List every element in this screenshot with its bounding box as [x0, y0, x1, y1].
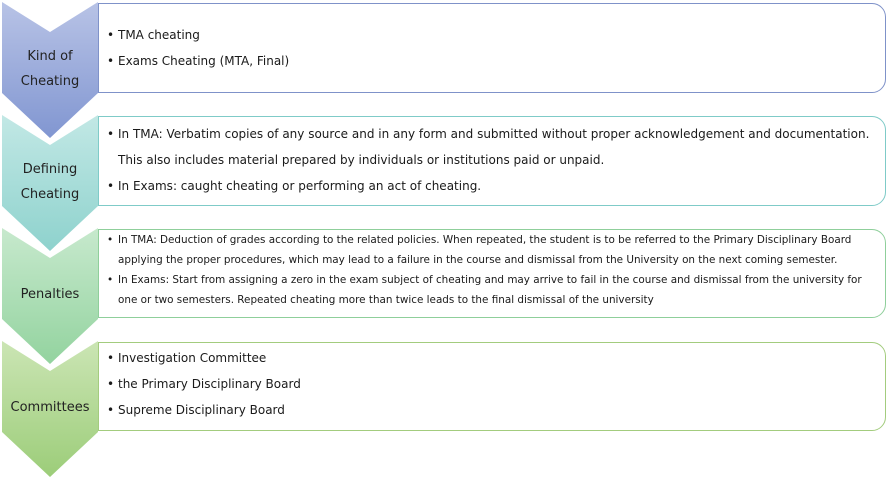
- list-item: [107, 121, 873, 173]
- list-item: [107, 48, 873, 74]
- list-item: [107, 345, 873, 371]
- label-kind-of-cheating: [0, 44, 100, 94]
- box-penalties: [98, 229, 886, 318]
- bullet-list: [107, 345, 873, 423]
- bullet-icon: •: [107, 234, 114, 246]
- label-line: Cheating: [20, 74, 80, 89]
- item-text: In TMA: Deduction of grades according to the related policies. When repeated, the student is to be referred to the Primary Disciplinary Board applying the proper procedures, which may lead to a failure in the course and dismissal from the University on the next coming semester.: [118, 234, 852, 266]
- bullet-icon: •: [107, 351, 115, 365]
- item-text: In Exams: caught cheating or performing an act of cheating.: [118, 179, 482, 193]
- list-item: [107, 230, 873, 270]
- bullet-list: [107, 230, 873, 310]
- box-defining-cheating: [98, 116, 886, 206]
- item-text: the Primary Disciplinary Board: [118, 377, 301, 391]
- bullet-list: [107, 22, 873, 74]
- list-item: [107, 371, 873, 397]
- box-committees: [98, 342, 886, 431]
- label-penalties: [0, 282, 100, 307]
- label-line: Committees: [10, 400, 90, 415]
- bullet-icon: •: [107, 127, 115, 141]
- item-text: Exams Cheating (MTA, Final): [118, 54, 290, 68]
- list-item: [107, 173, 873, 199]
- bullet-icon: •: [107, 28, 115, 42]
- item-text: TMA cheating: [118, 28, 200, 42]
- label-committees: [0, 395, 100, 420]
- list-item: [107, 22, 873, 48]
- item-text: Investigation Committee: [118, 351, 267, 365]
- bullet-list: [107, 121, 873, 199]
- item-text: Supreme Disciplinary Board: [118, 403, 285, 417]
- bullet-icon: •: [107, 179, 115, 193]
- label-line: Defining: [22, 162, 78, 177]
- list-item: [107, 397, 873, 423]
- bullet-icon: •: [107, 377, 115, 391]
- label-line: Penalties: [20, 287, 80, 302]
- label-line: Kind of: [27, 49, 73, 64]
- label-line: Cheating: [20, 187, 80, 202]
- item-text: In TMA: Verbatim copies of any source and in any form and submitted without proper acknowledgement and documentation. This also includes material prepared by individuals or institutions paid or unpaid.: [118, 127, 870, 167]
- bullet-icon: •: [107, 54, 115, 68]
- bullet-icon: •: [107, 403, 115, 417]
- list-item: [107, 270, 873, 310]
- item-text: In Exams: Start from assigning a zero in the exam subject of cheating and may arrive to fail in the course and dismissal from the university for one or two semesters. Repeated cheating more than twice leads to the final dismissal of the university: [118, 274, 862, 306]
- box-kind-of-cheating: [98, 3, 886, 93]
- bullet-icon: •: [107, 274, 114, 286]
- label-defining-cheating: [0, 157, 100, 207]
